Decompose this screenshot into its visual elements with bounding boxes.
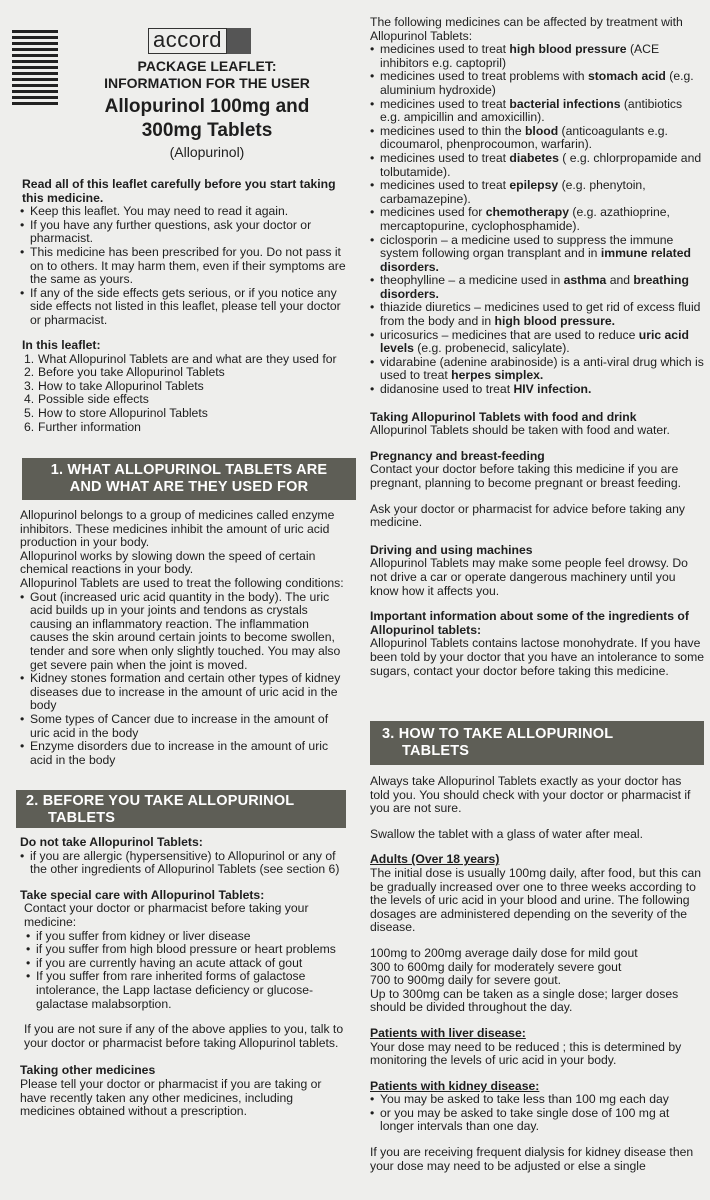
section1-conditions-list xyxy=(20,591,346,768)
interaction-bold-text: immune related disorders. xyxy=(380,246,691,274)
interaction-bold-text: blood xyxy=(524,123,559,138)
interaction-text: medicines used to treat xyxy=(380,42,510,57)
interaction-text: (e.g. phenytoin, carbamazepine). xyxy=(380,178,646,206)
toc-item xyxy=(22,353,342,367)
care-intro: Contact your doctor or pharmacist before taking your medicine: xyxy=(24,901,309,929)
toc-text: How to store Allopurinol Tablets xyxy=(38,405,208,420)
food-heading: Taking Allopurinol Tablets with food and drink xyxy=(370,409,637,424)
interaction-text: ( e.g. chlorpropamide and tolbutamide). xyxy=(380,150,702,179)
ingredients-text: Allopurinol Tablets contains lactose monohydrate. If you have been told by your doctor that you have an intolerance to some sugars, contact your doctor before taking this medicine. xyxy=(370,636,705,678)
interaction-text: (e.g. probenecid, salicylate). xyxy=(413,341,570,356)
interaction-item xyxy=(370,43,704,70)
care-item: • if you are currently having an acute attack of gout xyxy=(26,957,346,971)
interaction-bold-text: high blood pressure. xyxy=(494,314,616,329)
section2-banner-line1: 2. BEFORE YOU TAKE ALLOPURINOL xyxy=(26,793,295,809)
not-sure-text: If you are not sure if any of the above applies to you, talk to your doctor or pharmacist before taking Allopurinol tablets. xyxy=(24,1022,344,1050)
section2-body xyxy=(12,836,350,1119)
toc-text: How to take Allopurinol Tablets xyxy=(38,378,204,393)
interaction-text: medicines used to treat xyxy=(380,96,510,111)
interaction-text: medicines used to treat xyxy=(380,150,510,165)
toc-number: 2. xyxy=(24,365,35,380)
toc-number: 6. xyxy=(24,419,35,434)
toc-number: 1. xyxy=(24,351,35,366)
left-column xyxy=(12,0,350,1200)
interaction-bold-text: HIV infection. xyxy=(513,382,592,397)
care-heading: Take special care with Allopurinol Tablets: xyxy=(20,887,265,902)
interaction-text: (ACE inhibitors e.g. captopril) xyxy=(380,42,660,70)
section1-para2: Allopurinol works by slowing down the speed of certain chemical reactions in your body. xyxy=(20,548,316,577)
interaction-text: and xyxy=(606,273,634,288)
interaction-item xyxy=(370,70,704,97)
interaction-item xyxy=(370,152,704,179)
section3-banner-line2: TABLETS xyxy=(402,743,470,759)
toc-item xyxy=(22,421,342,435)
interaction-bold-text: uric acid levels xyxy=(380,327,689,356)
toc-item xyxy=(22,366,342,380)
section1-banner-line1: 1. WHAT ALLOPURINOL TABLETS ARE xyxy=(50,462,328,478)
other-medicines-text: Please tell your doctor or pharmacist if you are taking or have recently taken any other medicines, including medicines obtained without a prescription. xyxy=(20,1076,322,1119)
dose-line: 700 to 900mg daily for severe gout. xyxy=(370,973,562,988)
condition-item: • Enzyme disorders due to increase in the amount of uric acid in the body xyxy=(20,740,346,767)
interaction-item xyxy=(370,274,704,301)
not-take-item: • if you are allergic (hypersensitive) to Allopurinol or any of the other ingredients of Allopurinol Tablets (see section 6) xyxy=(20,850,346,877)
section2-banner xyxy=(16,790,346,828)
adults-text: The initial dose is usually 100mg daily, after food, but this can be gradually increased over one to three weeks according to the levels of uric acid in your blood and urine. The following dosages are administered depending on the severity of the disease. xyxy=(370,865,702,935)
intro-block xyxy=(12,178,350,328)
interaction-text: thiazide diuretics – medicines used to get rid of excess fluid from the body and in xyxy=(380,300,701,329)
interaction-bold-text: diabetes xyxy=(509,150,559,165)
interaction-bold-text: breathing disorders. xyxy=(380,273,689,301)
toc-item xyxy=(22,393,342,407)
dose-line: 300 to 600mg daily for moderately severe gout xyxy=(370,959,622,974)
pregnancy-advice: Ask your doctor or pharmacist for advice before taking any medicine. xyxy=(370,501,685,530)
right-column xyxy=(370,0,704,1200)
always-take-text: Always take Allopurinol Tablets exactly as your doctor has told you. You should check with your doctor or pharmacist if you are not sure. xyxy=(370,774,691,816)
toc-number: 4. xyxy=(24,392,35,407)
interaction-item xyxy=(370,356,704,383)
intro-heading: Read all of this leaflet carefully before you start taking this medicine. xyxy=(22,177,336,205)
interaction-bold-text: epilepsy xyxy=(509,178,559,193)
toc-text: Possible side effects xyxy=(38,392,149,407)
interaction-text: medicines used for xyxy=(380,205,486,220)
swallow-text: Swallow the tablet with a glass of water after meal. xyxy=(370,826,643,841)
toc-number: 5. xyxy=(24,405,35,420)
dialysis-text: If you are receiving frequent dialysis for kidney disease then your dose may need to be adjusted or else a single xyxy=(370,1145,694,1173)
pregnancy-heading: Pregnancy and breast-feeding xyxy=(370,448,545,463)
toc-item xyxy=(22,380,342,394)
product-name-line2: 300mg Tablets xyxy=(141,120,273,141)
dose-line: 100mg to 200mg average daily dose for mild gout xyxy=(370,945,638,960)
interaction-text: vidarabine (adenine arabinoside) is a anti-viral drug which is used to treat xyxy=(380,354,704,383)
interaction-item xyxy=(370,383,704,397)
interactions-list xyxy=(370,43,704,396)
intro-bullet: • If you have any further questions, ask your doctor or pharmacist. xyxy=(20,219,350,246)
adults-heading: Adults (Over 18 years) xyxy=(370,852,500,867)
condition-item: • Kidney stones formation and certain other types of kidney diseases due to increase in the amount of uric acid in the body xyxy=(20,672,346,713)
interaction-item xyxy=(370,98,704,125)
section3-body xyxy=(370,775,704,1173)
interaction-item xyxy=(370,301,704,328)
interaction-bold-text: bacterial infections xyxy=(509,96,621,111)
toc-list xyxy=(12,353,350,435)
interaction-text: didanosine used to treat xyxy=(380,382,514,397)
liver-heading: Patients with liver disease: xyxy=(370,1025,526,1040)
interaction-text: medicines used to thin the xyxy=(380,123,525,138)
intro-bullet: • If any of the side effects gets serious, or if you notice any side effects not listed in this leaflet, please tell your doctor or pharmacist. xyxy=(20,287,350,328)
toc-text: Before you take Allopurinol Tablets xyxy=(38,365,225,380)
toc-text: What Allopurinol Tablets are and what are they used for xyxy=(38,351,337,366)
food-text: Allopurinol Tablets should be taken with food and water. xyxy=(370,423,670,438)
not-take-list xyxy=(20,850,346,877)
interaction-text: medicines used to treat xyxy=(380,178,510,193)
interaction-bold-text: high blood pressure xyxy=(509,42,627,57)
intro-list xyxy=(12,205,350,327)
care-list xyxy=(20,930,346,1012)
interaction-item xyxy=(370,234,704,275)
interaction-item xyxy=(370,206,704,233)
care-item: • if you suffer from kidney or liver disease xyxy=(26,930,346,944)
dose-line: Up to 300mg can be taken as a single dose; larger doses should be divided throughout the day. xyxy=(370,986,679,1015)
kidney-heading: Patients with kidney disease: xyxy=(370,1078,540,1093)
interaction-item xyxy=(370,125,704,152)
intro-bullet: • Keep this leaflet. You may need to read it again. xyxy=(20,205,350,219)
section3-banner-line1: 3. HOW TO TAKE ALLOPURINOL xyxy=(382,726,614,742)
ingredients-heading: Important information about some of the ingredients of Allopurinol tablets: xyxy=(370,609,689,637)
section1-body xyxy=(12,509,350,767)
section1-para3: Allopurinol Tablets are used to treat the following conditions: xyxy=(20,575,344,590)
toc-text: Further information xyxy=(38,419,141,434)
section1-para1: Allopurinol belongs to a group of medicines called enzyme inhibitors. These medicines inhibit the amount of uric acid production in your body. xyxy=(20,508,335,550)
care-item: • if you suffer from high blood pressure or heart problems xyxy=(26,943,346,957)
leaflet-subtitle: INFORMATION FOR THE USER xyxy=(104,75,310,91)
interaction-text: (e.g. azathioprine, mercaptopurine, cyclophosphamide). xyxy=(380,205,670,233)
interaction-text: (anticoagulants e.g. dicoumarol, phenprocoumon, warfarin). xyxy=(380,123,668,152)
section2-banner-line2: TABLETS xyxy=(48,810,116,826)
interaction-text: (antibiotics e.g. ampicillin and amoxicillin). xyxy=(380,96,683,125)
toc-number: 3. xyxy=(24,378,35,393)
section1-banner-line2: AND WHAT ARE THEY USED FOR xyxy=(69,479,309,495)
kidney-item: • or you may be asked to take single dose of 100 mg at longer intervals than one day. xyxy=(370,1107,704,1134)
interaction-bold-text: stomach acid xyxy=(587,69,666,84)
interaction-text: theophylline – a medicine used in xyxy=(380,273,564,288)
driving-heading: Driving and using machines xyxy=(370,542,533,557)
toc-heading: In this leaflet: xyxy=(22,338,101,352)
condition-item: • Some types of Cancer due to increase in the amount of uric acid in the body xyxy=(20,713,346,740)
brand-name: accord xyxy=(148,28,227,54)
interaction-bold-text: herpes simplex. xyxy=(451,368,544,383)
not-take-heading: Do not take Allopurinol Tablets: xyxy=(20,835,203,849)
interactions-intro: The following medicines can be affected by treatment with Allopurinol Tablets: xyxy=(370,15,683,43)
interaction-text: medicines used to treat problems with xyxy=(380,69,588,84)
interaction-text: ciclosporin – a medicine used to suppress the immune system following organ transplant and in xyxy=(380,232,674,261)
leaflet-title: PACKAGE LEAFLET: xyxy=(137,58,277,74)
interactions-block xyxy=(370,16,704,678)
other-medicines-heading: Taking other medicines xyxy=(20,1063,156,1078)
kidney-item: • You may be asked to take less than 100 mg each day xyxy=(370,1093,704,1107)
driving-text: Allopurinol Tablets may make some people feel drowsy. Do not drive a car or operate dangerous machinery until you know how it affects you. xyxy=(370,556,688,598)
liver-text: Your dose may need to be reduced ; this is determined by monitoring the levels of uric acid in your body. xyxy=(370,1039,682,1068)
interaction-text: (e.g. aluminium hydroxide) xyxy=(380,69,694,97)
care-item: • If you suffer from rare inherited forms of galactose intolerance, the Lapp lactase deficiency or glucose-galactase malabsorption. xyxy=(26,970,346,1011)
condition-item: • Gout (increased uric acid quantity in the body). The uric acid builds up in your joints and tendons as crystals causing an inflammatory reaction. The inflammation causes the skin around certain joints to become swollen, tender and sore when only slightly touched. You may also get severe pain when the joint is moved. xyxy=(20,591,346,673)
pregnancy-text: Contact your doctor before taking this medicine if you are pregnant, planning to become pregnant or breast feeding. xyxy=(370,462,682,490)
section3-banner xyxy=(370,721,704,765)
interaction-bold-text: asthma xyxy=(563,273,607,288)
product-name-line1: Allopurinol 100mg and xyxy=(104,96,310,117)
toc-item xyxy=(22,407,342,421)
toc-block xyxy=(12,339,350,434)
kidney-list xyxy=(370,1093,704,1134)
interaction-bold-text: chemotherapy xyxy=(485,205,569,220)
section1-banner xyxy=(22,458,356,500)
interaction-text: uricosurics – medicines that are used to reduce xyxy=(380,327,639,342)
generic-name: (Allopurinol) xyxy=(169,144,245,160)
interaction-item xyxy=(370,179,704,206)
intro-bullet: • This medicine has been prescribed for you. Do not pass it on to others. It may harm them, even if their symptoms are the same as yours. xyxy=(20,246,350,287)
interaction-item xyxy=(370,329,704,356)
